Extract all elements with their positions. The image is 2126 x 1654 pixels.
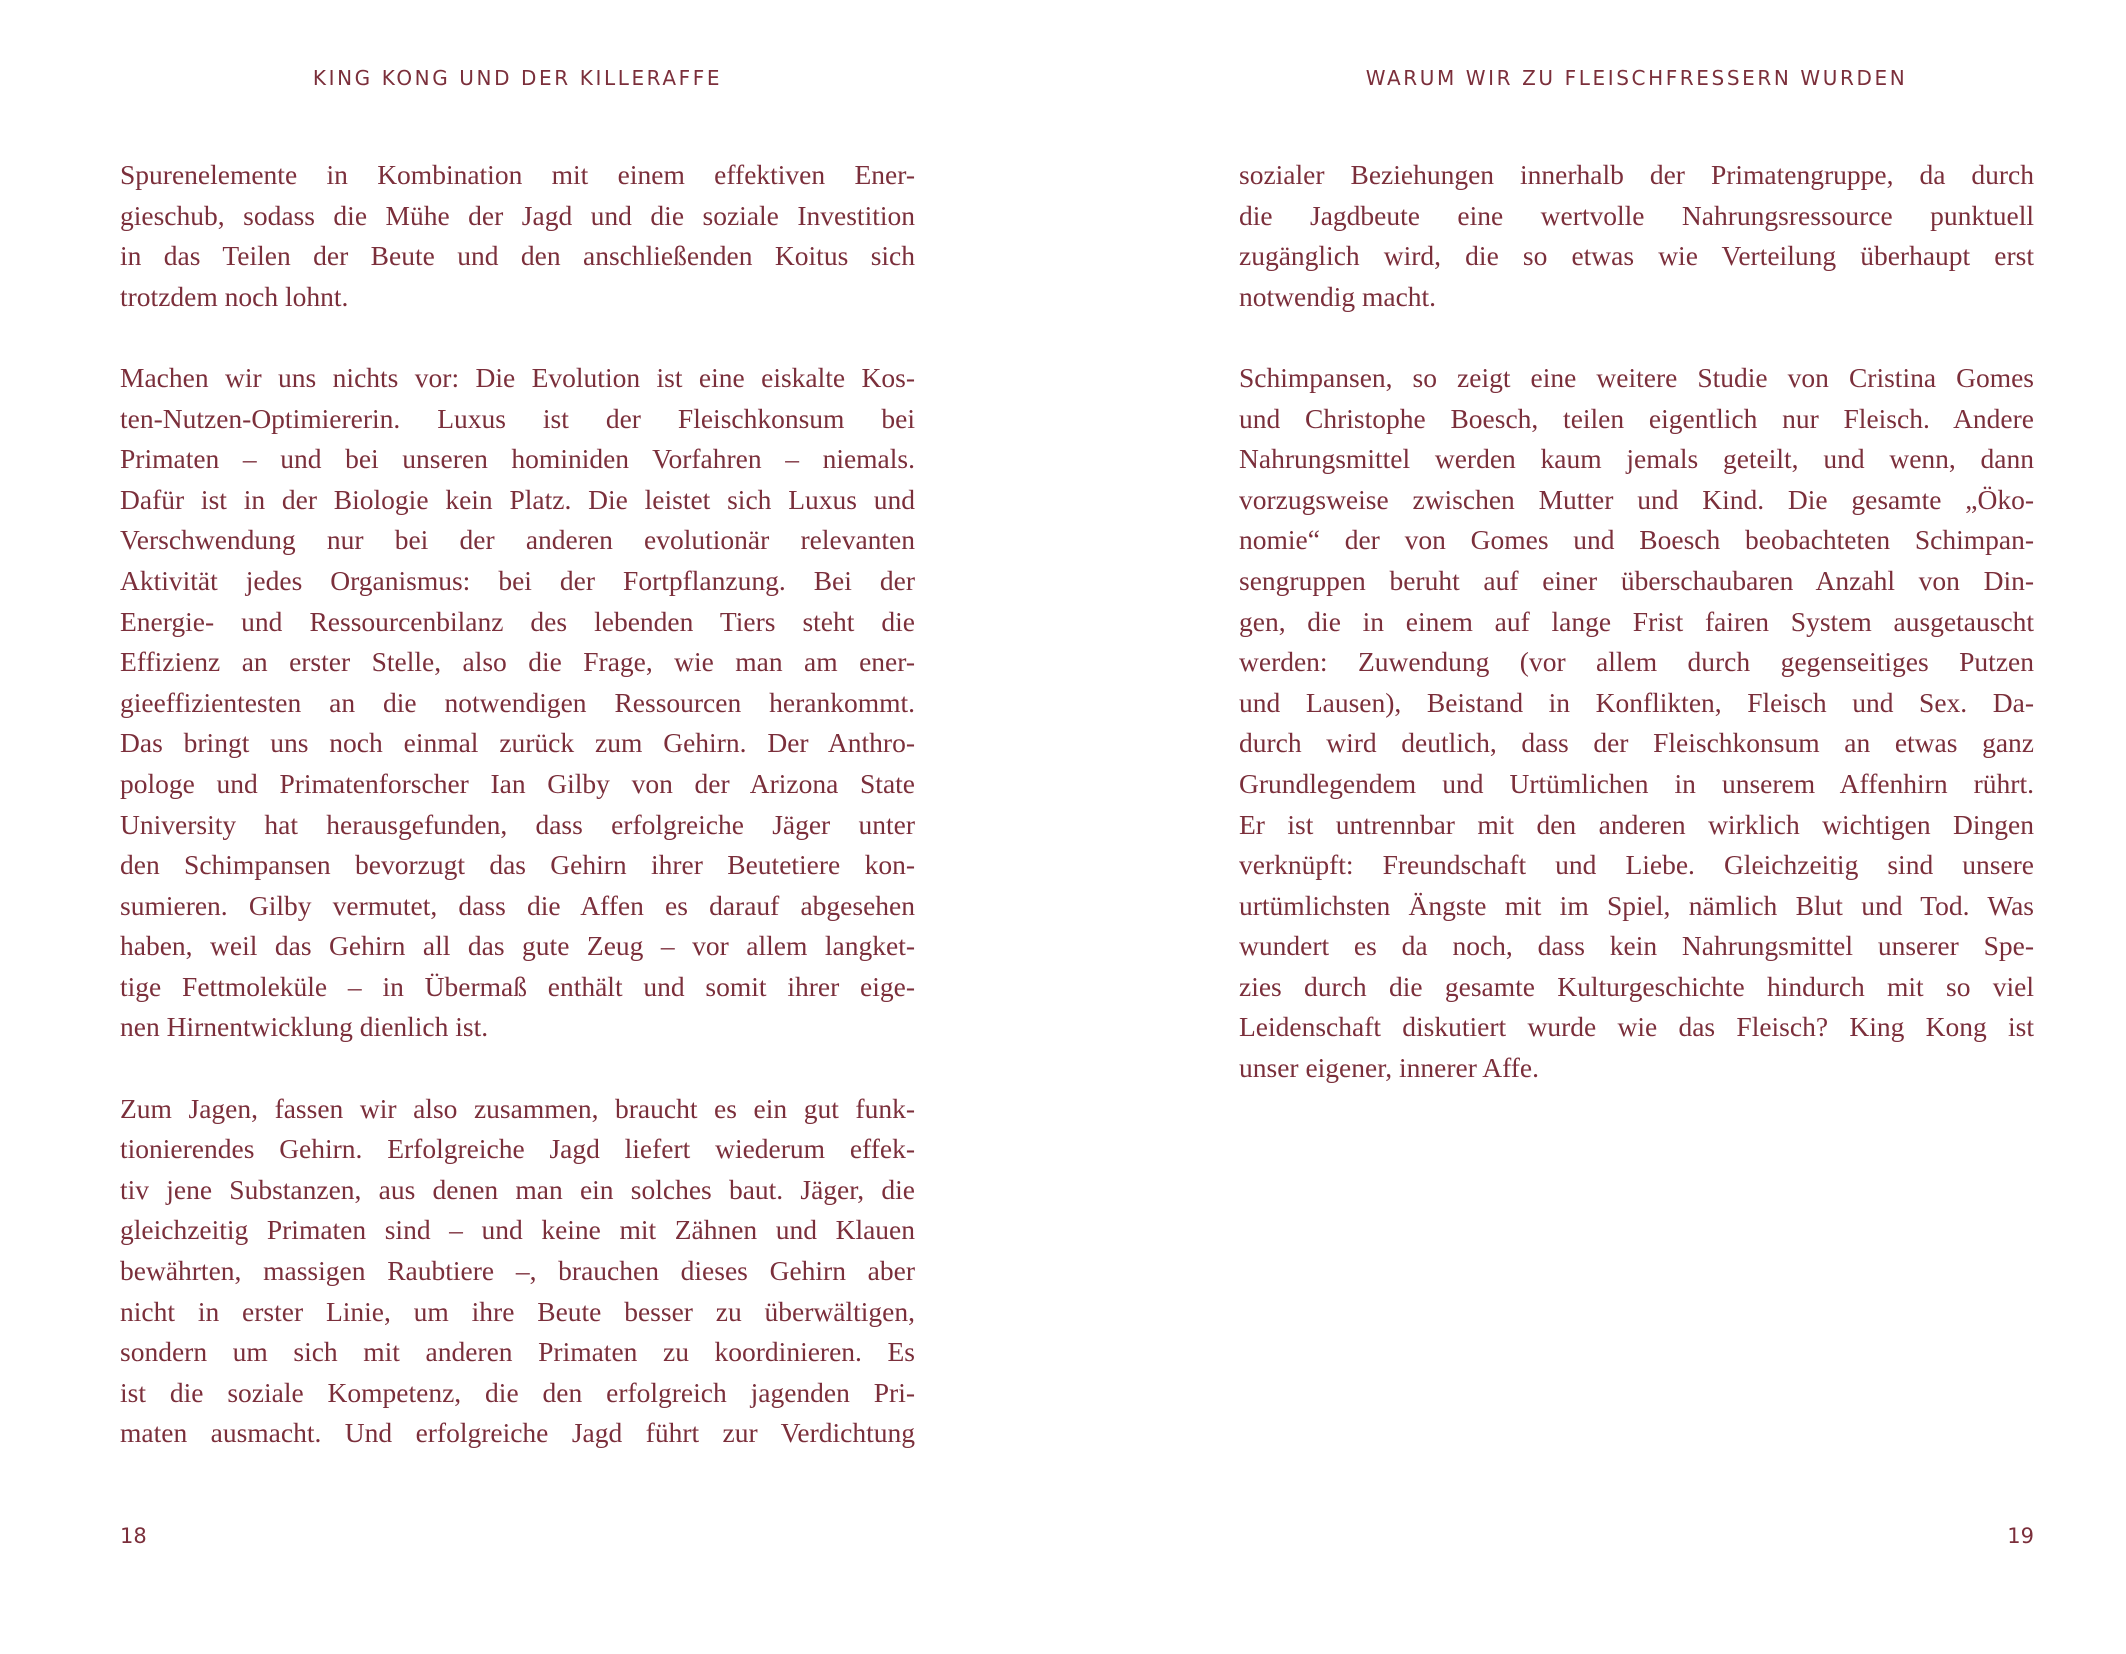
- text-line: den Schimpansen bevorzugt das Gehirn ihrer Beutetiere kon-: [120, 849, 915, 881]
- paragraph: [1239, 155, 2034, 317]
- running-head-left: KING KONG UND DER KILLERAFFE: [312, 66, 723, 90]
- text-line: zugänglich wird, die so etwas wie Verteilung überhaupt erst: [1239, 240, 2034, 272]
- text-line: verknüpft: Freundschaft und Liebe. Gleichzeitig sind unsere: [1239, 849, 2034, 881]
- text-line: urtümlichsten Ängste mit im Spiel, nämlich Blut und Tod. Was: [1239, 889, 2034, 921]
- text-line: haben, weil das Gehirn all das gute Zeug – vor allem langket-: [120, 930, 915, 962]
- text-line: tige Fettmoleküle – in Übermaß enthält und somit ihrer eige-: [120, 970, 915, 1002]
- text-line: sozialer Beziehungen innerhalb der Primatengruppe, da durch: [1239, 159, 2034, 190]
- text-line: Zum Jagen, fassen wir also zusammen, braucht es ein gut funk-: [120, 1092, 915, 1124]
- text-line: tiv jene Substanzen, aus denen man ein solches baut. Jäger, die: [120, 1173, 915, 1205]
- text-line: sumieren. Gilby vermutet, dass die Affen es darauf abgesehen: [120, 889, 915, 921]
- text-line: sondern um sich mit anderen Primaten zu koordinieren. Es: [120, 1336, 915, 1368]
- body-text-left: [120, 155, 915, 1495]
- text-line: wundert es da noch, dass kein Nahrungsmittel unserer Spe-: [1239, 930, 2034, 962]
- text-line: Leidenschaft diskutiert wurde wie das Fleisch? King Kong ist: [1239, 1011, 2034, 1043]
- body-text-right: [1239, 155, 2034, 1129]
- text-line: Grundlegendem und Urtümlichen in unserem Affenhirn rührt.: [1239, 767, 2034, 799]
- text-line: und Lausen), Beistand in Konflikten, Fleisch und Sex. Da-: [1239, 686, 2034, 718]
- text-line: die Jagdbeute eine wertvolle Nahrungsressource punktuell: [1239, 199, 2034, 231]
- text-line: und Christophe Boesch, teilen eigentlich nur Fleisch. Andere: [1239, 402, 2034, 434]
- text-line: sengruppen beruht auf einer überschaubaren Anzahl von Din-: [1239, 564, 2034, 596]
- text-line: Er ist untrennbar mit den anderen wirklich wichtigen Dingen: [1239, 808, 2034, 840]
- paragraph: [120, 1089, 915, 1454]
- text-line: nen Hirnentwicklung dienlich ist.: [120, 1011, 489, 1043]
- text-line: pologe und Primatenforscher Ian Gilby von der Arizona State: [120, 767, 915, 799]
- text-line: gieeffizientesten an die notwendigen Ressourcen herankommt.: [120, 686, 915, 718]
- text-line: bewährten, massigen Raubtiere –, brauchen dieses Gehirn aber: [120, 1255, 915, 1287]
- text-line: durch wird deutlich, dass der Fleischkonsum an etwas ganz: [1239, 727, 2034, 759]
- page-number-left: 18: [120, 1524, 147, 1548]
- text-line: Energie- und Ressourcenbilanz des lebenden Tiers steht die: [120, 605, 915, 637]
- paragraph: [1239, 358, 2034, 1089]
- text-line: in das Teilen der Beute und den anschließenden Koitus sich: [120, 240, 915, 272]
- text-line: nomie“ der von Gomes und Boesch beobachteten Schimpan-: [1239, 524, 2034, 556]
- text-line: zies durch die gesamte Kulturgeschichte hindurch mit so viel: [1239, 970, 2034, 1002]
- text-line: maten ausmacht. Und erfolgreiche Jagd führt zur Verdichtung: [120, 1417, 915, 1449]
- right-page: [1063, 0, 2126, 1654]
- text-line: ten-Nutzen-Optimiererin. Luxus ist der Fleischkonsum bei: [120, 402, 915, 434]
- paragraph: [120, 358, 915, 1048]
- text-line: ist die soziale Kompetenz, die den erfolgreich jagenden Pri-: [120, 1376, 915, 1408]
- paragraph: [120, 155, 915, 317]
- text-line: Nahrungsmittel werden kaum jemals geteilt, und wenn, dann: [1239, 443, 2034, 475]
- text-line: unser eigener, innerer Affe.: [1239, 1052, 1539, 1084]
- text-line: Machen wir uns nichts vor: Die Evolution ist eine eiskalte Kos-: [120, 361, 915, 393]
- text-line: nicht in erster Linie, um ihre Beute besser zu überwältigen,: [120, 1295, 915, 1327]
- text-line: Schimpansen, so zeigt eine weitere Studie von Cristina Gomes: [1239, 361, 2034, 393]
- text-line: gleichzeitig Primaten sind – und keine mit Zähnen und Klauen: [120, 1214, 915, 1246]
- page-number-right: 19: [2007, 1524, 2034, 1548]
- text-line: Aktivität jedes Organismus: bei der Fortpflanzung. Bei der: [120, 564, 915, 596]
- text-line: Dafür ist in der Biologie kein Platz. Die leistet sich Luxus und: [120, 483, 915, 515]
- text-line: tionierendes Gehirn. Erfolgreiche Jagd liefert wiederum effek-: [120, 1133, 915, 1165]
- text-line: University hat herausgefunden, dass erfolgreiche Jäger unter: [120, 808, 915, 840]
- running-head-right: WARUM WIR ZU FLEISCHFRESSERN WURDEN: [1365, 66, 1908, 90]
- text-line: notwendig macht.: [1239, 280, 1437, 312]
- text-line: Primaten – und bei unseren hominiden Vorfahren – niemals.: [120, 443, 915, 475]
- text-line: Verschwendung nur bei der anderen evolutionär relevanten: [120, 524, 915, 556]
- text-line: werden: Zuwendung (vor allem durch gegenseitiges Putzen: [1239, 646, 2034, 678]
- text-line: vorzugsweise zwischen Mutter und Kind. Die gesamte „Öko-: [1239, 483, 2034, 515]
- text-line: Spurenelemente in Kombination mit einem effektiven Ener-: [120, 159, 915, 190]
- text-line: gieschub, sodass die Mühe der Jagd und die soziale Investition: [120, 199, 915, 231]
- text-line: gen, die in einem auf lange Frist fairen System ausgetauscht: [1239, 605, 2034, 637]
- text-line: Effizienz an erster Stelle, also die Frage, wie man am ener-: [120, 646, 915, 678]
- text-line: trotzdem noch lohnt.: [120, 280, 349, 312]
- text-line: Das bringt uns noch einmal zurück zum Gehirn. Der Anthro-: [120, 727, 915, 759]
